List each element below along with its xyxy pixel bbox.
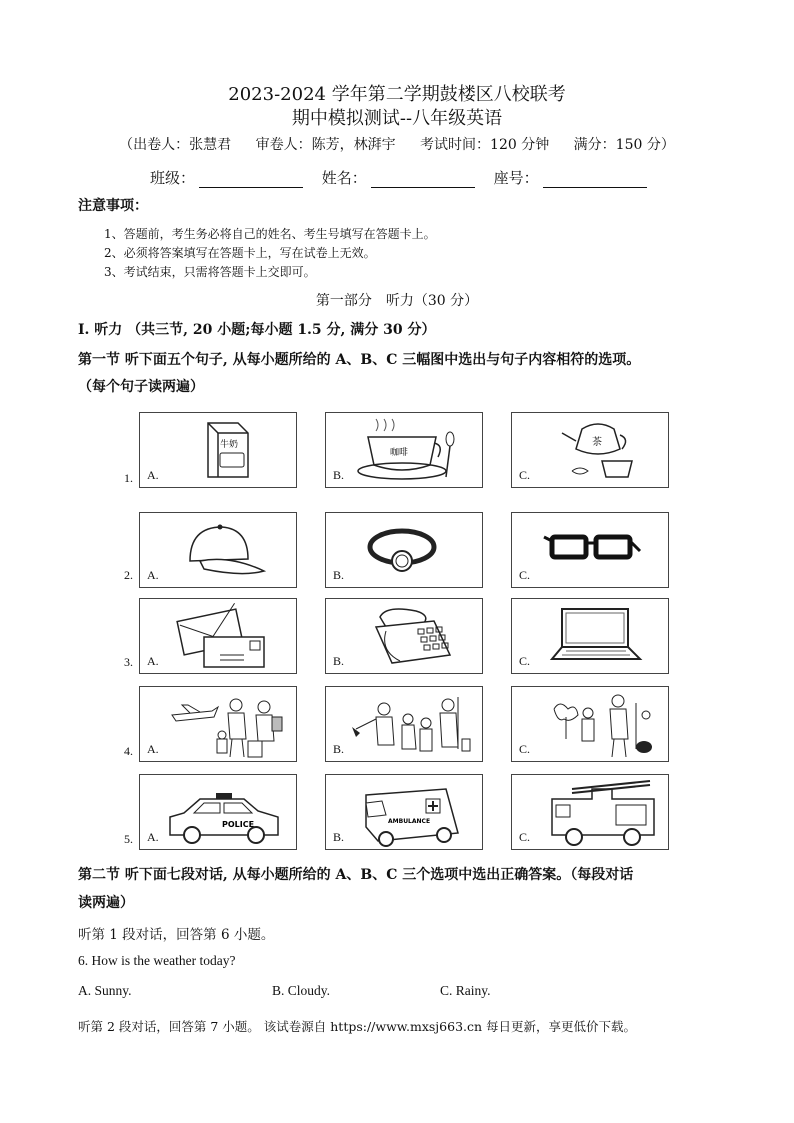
option-label: A. — [147, 654, 159, 668]
police-car-icon — [160, 777, 290, 849]
watch-icon — [346, 515, 466, 585]
svg-text:AMBULANCE: AMBULANCE — [388, 818, 431, 825]
section1-instruction: 第一节 听下面五个句子, 从每小题所给的 A、B、C 三幅图中选出与句子内容相符的选项。 — [78, 352, 641, 368]
svg-text:牛奶: 牛奶 — [220, 440, 239, 450]
q6-option-c[interactable]: C. Rainy. — [440, 983, 491, 998]
travel-scene-icon — [160, 689, 290, 761]
svg-text:茶: 茶 — [592, 437, 602, 448]
option-1c[interactable] — [511, 412, 669, 488]
laptop-icon — [532, 601, 652, 671]
svg-text:咖啡: 咖啡 — [390, 448, 409, 458]
cleaning-scene-icon — [346, 689, 476, 761]
row-number: 4. — [124, 744, 133, 758]
option-label: C. — [519, 654, 531, 668]
milk-carton-icon — [160, 415, 280, 485]
option-label: B. — [333, 742, 345, 756]
row-number: 3. — [124, 655, 133, 669]
class-label: 班级： — [150, 169, 196, 187]
row-number: 2. — [124, 568, 133, 582]
option-3b[interactable] — [325, 598, 483, 674]
option-1b[interactable] — [325, 412, 483, 488]
option-label: A. — [147, 468, 159, 482]
seat-label: 座号： — [493, 169, 539, 187]
option-label: B. — [333, 654, 345, 668]
option-2b[interactable] — [325, 512, 483, 588]
exam-duration: 考试时间：120 分钟 — [420, 137, 550, 153]
fire-truck-icon — [532, 777, 662, 849]
option-label: A. — [147, 742, 159, 756]
section-heading: I. 听力 （共三节, 20 小题;每小题 1.5 分, 满分 30 分） — [78, 322, 436, 338]
option-label: B. — [333, 568, 345, 582]
part-heading: 第一部分 听力（30 分） — [315, 293, 479, 309]
section1-instruction-2: （每个句子读两遍） — [78, 379, 204, 395]
section2-instruction-2: 读两遍） — [78, 895, 134, 911]
name-field[interactable] — [322, 167, 475, 188]
notice-heading: 注意事项： — [78, 198, 148, 214]
option-label: A. — [147, 830, 159, 844]
option-4c[interactable] — [511, 686, 669, 762]
name-label: 姓名： — [321, 169, 367, 187]
section2-instruction: 第二节 听下面七段对话, 从每小题所给的 A、B、C 三个选项中选出正确答案。（每段对话 — [78, 867, 634, 883]
envelope-icon — [160, 601, 280, 671]
cap-icon — [160, 515, 280, 585]
notice-item: 1、答题前，考生务必将自己的姓名、考生号填写在答题卡上。 — [104, 227, 436, 241]
seat-field[interactable] — [494, 167, 647, 188]
option-label: C. — [519, 568, 531, 582]
student-info-fields — [150, 167, 661, 188]
teapot-icon — [532, 415, 652, 485]
option-label: B. — [333, 468, 345, 482]
option-1a[interactable] — [139, 412, 297, 488]
option-2c[interactable] — [511, 512, 669, 588]
glasses-icon — [532, 515, 652, 585]
option-3a[interactable] — [139, 598, 297, 674]
author-setter: （出卷人：张慧君 — [119, 137, 232, 153]
row-number: 1. — [124, 471, 133, 485]
option-label: C. — [519, 742, 531, 756]
ambulance-icon — [346, 777, 476, 849]
class-field[interactable] — [150, 167, 303, 188]
tree-planting-icon — [532, 689, 662, 761]
exam-authors — [0, 134, 794, 154]
exam-title-line1: 2023-2024 学年第二学期鼓楼区八校联考 — [228, 84, 566, 105]
q6-option-a[interactable]: A. Sunny. — [78, 983, 132, 998]
notice-item: 3、考试结束，只需将答题卡上交即可。 — [104, 265, 316, 279]
option-5a[interactable] — [139, 774, 297, 850]
option-4a[interactable] — [139, 686, 297, 762]
author-reviewer: 审卷人：陈芳，林湃宇 — [255, 137, 396, 153]
dialogue-1-intro: 听第 1 段对话，回答第 6 小题。 — [78, 927, 275, 943]
option-label: C. — [519, 830, 531, 844]
option-5c[interactable] — [511, 774, 669, 850]
exam-full-score: 满分：150 分） — [573, 137, 675, 153]
option-label: B. — [333, 830, 345, 844]
exam-title-line2: 期中模拟测试--八年级英语 — [291, 108, 503, 129]
option-label: A. — [147, 568, 159, 582]
option-2a[interactable] — [139, 512, 297, 588]
option-5b[interactable] — [325, 774, 483, 850]
dialogue-2-intro: 听第 2 段对话，回答第 7 小题。 该试卷源自 https://www.mxsj663.cn 每日更新，享更低价下载。 — [78, 1019, 637, 1034]
option-label: C. — [519, 468, 531, 482]
row-number: 5. — [124, 832, 133, 846]
coffee-cup-icon — [346, 415, 466, 485]
telephone-icon — [346, 601, 466, 671]
option-3c[interactable] — [511, 598, 669, 674]
notice-item: 2、必须将答案填写在答题卡上，写在试卷上无效。 — [104, 246, 376, 260]
option-4b[interactable] — [325, 686, 483, 762]
question-6: 6. How is the weather today? — [78, 953, 236, 968]
q6-option-b[interactable]: B. Cloudy. — [272, 983, 331, 998]
svg-text:POLICE: POLICE — [222, 820, 255, 829]
